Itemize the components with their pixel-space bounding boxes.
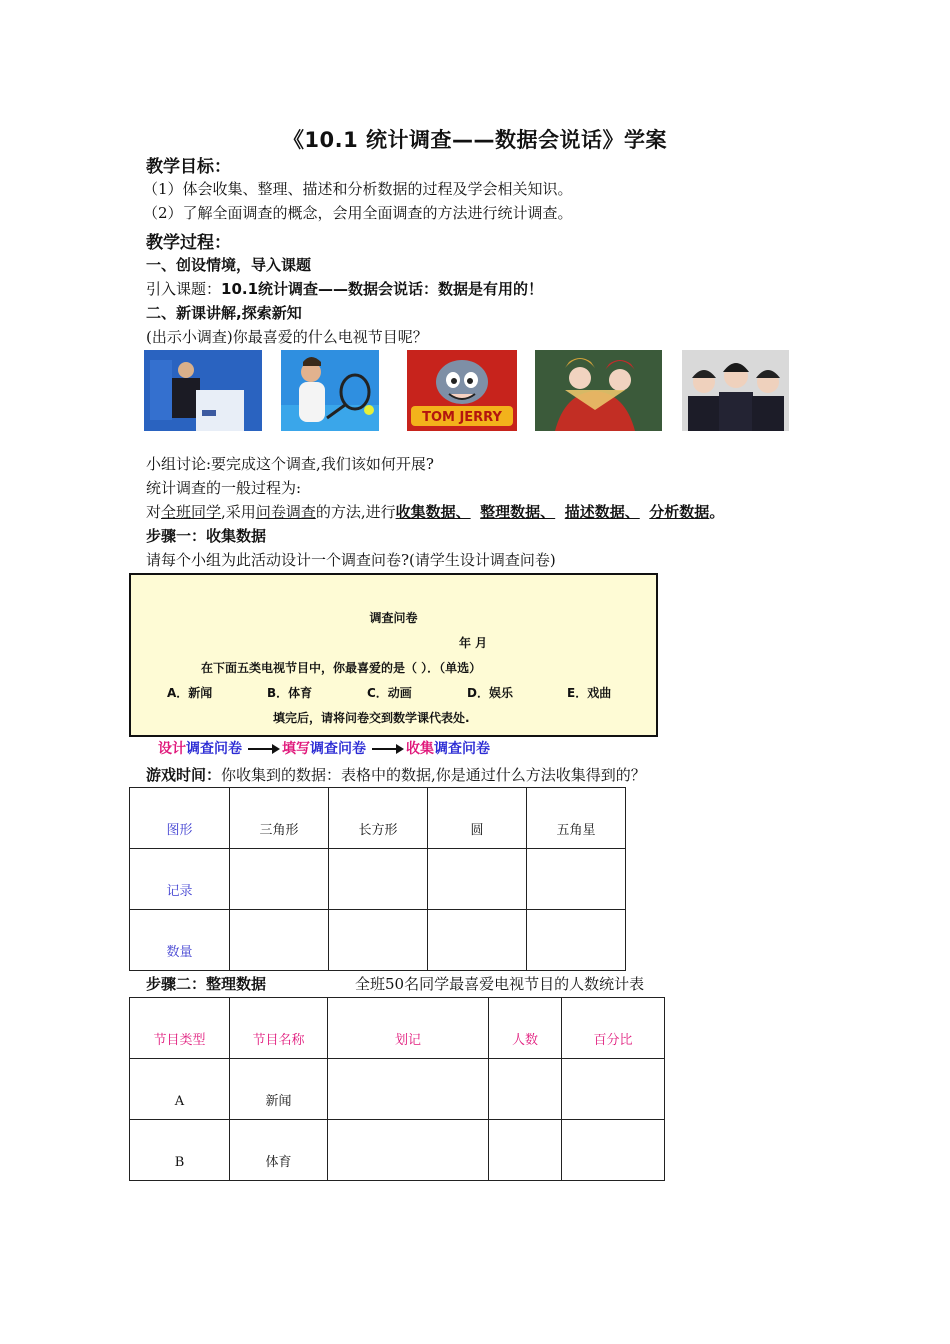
option-b: B．体育 [267,686,313,700]
table-cell [428,849,527,910]
flow-collect: 收集 [406,741,434,757]
table-cell: 三角形 [230,788,329,849]
survey-question: (出示小调查)你最喜爱的什么电视节目呢？ [146,328,428,346]
table-cell [230,849,329,910]
table-cell: 体育 [230,1120,328,1181]
flow-survey-3: 调查问卷 [434,741,490,757]
table-cell: 百分比 [562,998,665,1059]
game-label: 游戏时间： [146,766,222,784]
table-cell [489,1059,562,1120]
section-1-heading: 一、创设情境，导入课题 [146,256,312,274]
process-heading: 教学过程： [146,233,231,253]
proc-organize: 整理数据、 [480,503,556,521]
game-line [146,764,646,785]
table-cell [562,1120,665,1181]
table-row [130,998,665,1059]
objective-2: （2）了解全面调查的概念，会用全面调查的方法进行统计调查。 [143,204,573,222]
proc-collect: 收集数据、 [395,503,471,521]
table-cell [328,1120,489,1181]
step-2-heading: 步骤二：整理数据 [146,975,267,993]
group-photo [682,350,789,431]
table-cell [328,1059,489,1120]
discussion-line: 小组讨论:要完成这个调查,我们该如何开展? [146,455,434,473]
intro-topic: 10.1统计调查——数据会说话：数据是有用的！ [221,280,544,298]
speaker-photo [144,350,262,431]
option-a: A．新闻 [167,686,213,700]
table-row [130,910,626,971]
arrow-icon [372,748,402,750]
step-2-caption: 全班50名同学最喜爱电视节目的人数统计表 [355,975,645,993]
table-cell: 长方形 [329,788,428,849]
process-sentence [146,501,724,522]
proc-class: 全班同学 [161,503,222,521]
proc-a: 对 [146,503,162,521]
page-title: 《10.1 统计调查——数据会说话》学案 [282,128,668,152]
survey-title: 调查问卷 [369,611,418,625]
survey-flow [158,738,490,758]
step-1-heading: 步骤一：收集数据 [146,527,267,545]
intro-prefix: 引入课题： [146,280,222,298]
table-cell [428,910,527,971]
option-d: D．娱乐 [467,686,513,700]
tom-jerry-logo-text: TOM JERRY [422,410,502,425]
proc-analyze: 分析数据 [649,503,710,521]
option-e: E．戏曲 [567,686,612,700]
survey-question: 在下面五类电视节目中，你最喜爱的是（ ）．（单选） [201,661,482,675]
table-cell: 新闻 [230,1059,328,1120]
table-cell [562,1059,665,1120]
option-c: C．动画 [367,686,412,700]
table-cell [230,910,329,971]
proc-e: 的方法,进行 [315,503,396,521]
table-cell: 记录 [130,849,230,910]
table-cell: 节目类型 [130,998,230,1059]
proc-method: 问卷调查 [255,503,316,521]
table-cell [527,849,626,910]
objective-1: （1）体会收集、整理、描述和分析数据的过程及学会相关知识。 [143,180,573,198]
proc-end: 。 [709,503,725,521]
section-2-heading: 二、新课讲解,探索新知 [146,304,302,322]
survey-footer: 填完后，请将问卷交到数学课代表处. [273,711,470,725]
flow-design: 设计 [158,741,186,757]
statistics-table [129,997,665,1181]
general-process-line: 统计调查的一般过程为: [146,479,302,497]
opera-photo [535,350,662,431]
table-cell [329,849,428,910]
table-cell: 划记 [328,998,489,1059]
arrow-icon [248,748,278,750]
proc-describe: 描述数据、 [564,503,640,521]
table-cell [527,910,626,971]
intro-line [146,278,543,299]
table-cell: 数量 [130,910,230,971]
table-cell: 节目名称 [230,998,328,1059]
table-cell: 人数 [489,998,562,1059]
table-row [130,788,626,849]
survey-date: 年 月 [459,636,488,650]
shapes-table [129,787,626,971]
table-cell: 图形 [130,788,230,849]
flow-survey-1: 调查问卷 [186,741,242,757]
table-cell: B [130,1120,230,1181]
game-text: 你收集到的数据：表格中的数据,你是通过什么方法收集得到的？ [221,766,646,784]
tom-and-jerry-photo [407,350,517,431]
table-row [130,849,626,910]
proc-c: ,采用 [221,503,256,521]
table-cell: A [130,1059,230,1120]
table-row [130,1120,665,1181]
table-cell: 圆 [428,788,527,849]
table-cell [489,1120,562,1181]
flow-survey-2: 调查问卷 [310,741,366,757]
flow-fill: 填写 [282,741,310,757]
tennis-photo [281,350,379,431]
objectives-heading: 教学目标： [146,157,231,177]
step-1-description: 请每个小组为此活动设计一个调查问卷?(请学生设计调查问卷) [146,551,556,569]
table-cell [329,910,428,971]
table-cell: 五角星 [527,788,626,849]
survey-box [129,573,658,737]
table-row [130,1059,665,1120]
